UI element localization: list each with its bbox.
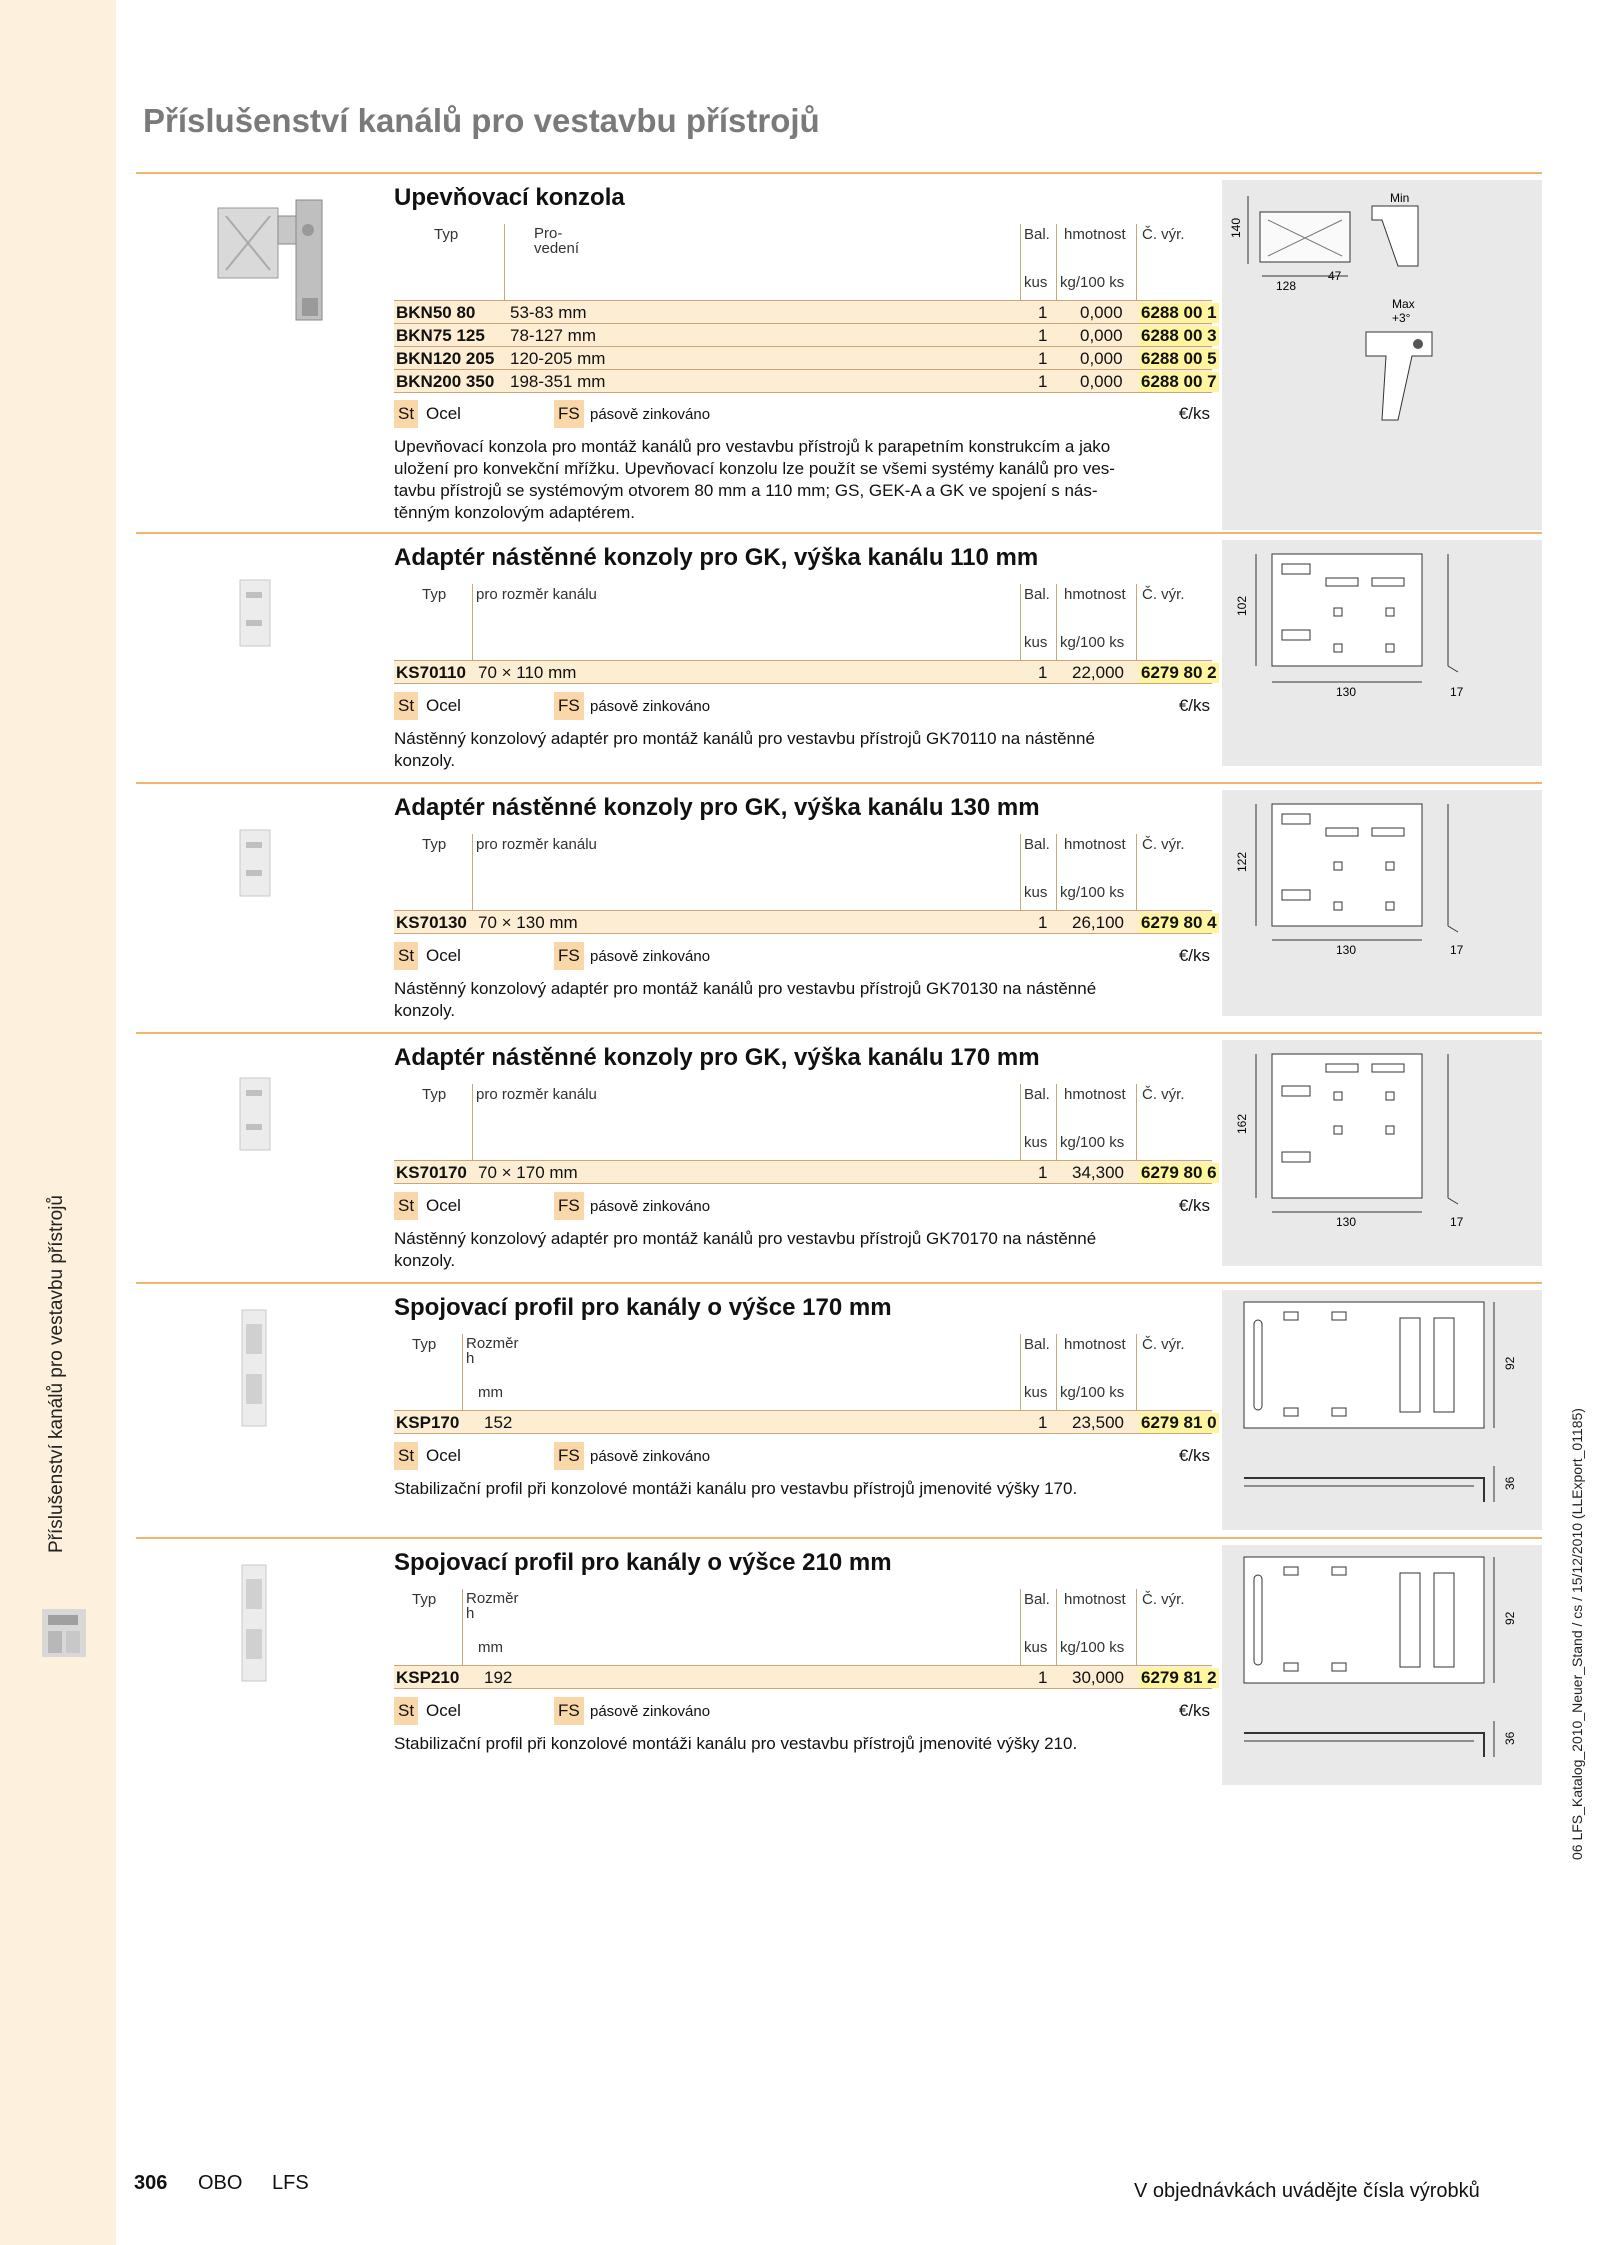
price-unit: €/ks xyxy=(1178,1446,1210,1465)
dim-label: 128 xyxy=(1276,279,1297,293)
cell-bal: 1 xyxy=(1038,913,1048,932)
dimension-drawing xyxy=(1222,180,1542,530)
dim-label: 130 xyxy=(1336,943,1357,957)
cell-typ: BKN75 125 xyxy=(396,326,485,345)
finish-name: pásově zinkováno xyxy=(590,698,711,715)
col-rozmer: Rozměr h xyxy=(466,1335,519,1367)
divider xyxy=(462,1334,463,1410)
dimension-drawing xyxy=(1222,790,1542,1016)
divider xyxy=(1136,1334,1137,1410)
col-typ: Typ xyxy=(422,836,447,853)
price-unit: €/ks xyxy=(1178,946,1210,965)
divider xyxy=(1136,1589,1137,1665)
material-badge-st: St xyxy=(394,1697,418,1725)
dimension-drawing xyxy=(1222,1040,1542,1266)
cell-bal: 1 xyxy=(1038,1413,1048,1432)
col-bal: Bal. xyxy=(1024,1086,1050,1103)
divider xyxy=(1020,834,1021,910)
cell-typ: KS70130 xyxy=(396,913,467,932)
cell-spec: 152 xyxy=(484,1413,513,1432)
material-name: Ocel xyxy=(426,1701,461,1720)
section-ksp170 xyxy=(136,1282,1542,1534)
col-mm: mm xyxy=(478,1384,503,1401)
cell-bal: 1 xyxy=(1038,372,1048,391)
cell-code: 6279 80 4 xyxy=(1141,913,1217,932)
material-badge-st: St xyxy=(394,1442,418,1470)
cell-code: 6288 00 5 xyxy=(1141,349,1217,368)
cell-bal: 1 xyxy=(1038,663,1048,682)
col-cvyr: Č. výr. xyxy=(1142,1591,1185,1608)
col-bal: Bal. xyxy=(1024,586,1050,603)
col-kg: kg/100 ks xyxy=(1060,1134,1125,1151)
order-note: V objednávkách uvádějte čísla výrobků xyxy=(1134,2180,1480,2202)
divider xyxy=(472,1084,473,1160)
finish-name: pásově zinkováno xyxy=(590,406,711,423)
dimension-drawing xyxy=(1222,1290,1542,1530)
description-line: Nástěnný konzolový adaptér pro montáž kanálů pro vestavbu přístrojů GK70170 na nástěnné xyxy=(394,1229,1097,1248)
divider xyxy=(1056,584,1057,660)
dim-label: Max xyxy=(1392,297,1415,311)
material-row xyxy=(394,1442,1212,1472)
description-line: těnným konzolovým adaptérem. xyxy=(394,503,635,522)
divider xyxy=(472,834,473,910)
description-line: konzoly. xyxy=(394,1251,456,1270)
col-kus: kus xyxy=(1024,1134,1048,1151)
side-chapter-label: Příslušenství kanálů pro vestavbu přístrojů xyxy=(46,1194,67,1553)
col-hmotnost: hmotnost xyxy=(1064,586,1126,603)
section-bkn xyxy=(136,172,1542,534)
table-row xyxy=(394,660,1217,684)
cell-spec: 192 xyxy=(484,1668,513,1687)
dim-label: 122 xyxy=(1235,851,1249,872)
section-description xyxy=(394,978,1212,1022)
dim-label: 102 xyxy=(1235,595,1249,616)
col-kus: kus xyxy=(1024,274,1048,291)
page-title: Příslušenství kanálů pro vestavbu přístrojů xyxy=(143,102,820,139)
cell-bal: 1 xyxy=(1038,303,1048,322)
description-line: tavbu přístrojů se systémovým otvorem 80 mm a 110 mm; GS, GEK-A a GK ve spojení s nás- xyxy=(394,481,1098,500)
product-photo xyxy=(136,1559,376,1689)
finish-name: pásově zinkováno xyxy=(590,1703,711,1720)
cell-spec: 120-205 mm xyxy=(510,349,606,368)
cell-weight: 0,000 xyxy=(1080,349,1123,368)
brand-obo: OBO xyxy=(198,2172,243,2194)
description-line: uložení pro konvekční mřížku. Upevňovací konzolu lze použít se všemi systémy kanálů pro ves- xyxy=(394,459,1115,478)
description-line: konzoly. xyxy=(394,751,456,770)
divider xyxy=(462,1589,463,1665)
col-kg: kg/100 ks xyxy=(1060,634,1125,651)
col-hmotnost: hmotnost xyxy=(1064,1591,1126,1608)
col-kus: kus xyxy=(1024,884,1048,901)
dim-label: 17 xyxy=(1450,685,1464,699)
product-photo xyxy=(136,824,376,904)
material-name: Ocel xyxy=(426,404,461,423)
dimension-drawing xyxy=(1222,1545,1542,1785)
dim-label: 130 xyxy=(1336,1215,1357,1229)
adapter-photo-icon xyxy=(226,1074,286,1154)
finish-badge-fs: FS xyxy=(554,400,584,428)
cell-code: 6279 81 0 xyxy=(1141,1413,1217,1432)
finish-badge-fs: FS xyxy=(554,1192,584,1220)
brand-lfs: LFS xyxy=(272,2172,309,2194)
cell-weight: 0,000 xyxy=(1080,372,1123,391)
col-kus: kus xyxy=(1024,1384,1048,1401)
cell-code: 6288 00 3 xyxy=(1141,326,1217,345)
table-row xyxy=(394,1410,1217,1434)
cell-typ: KS70110 xyxy=(396,663,466,682)
section-description xyxy=(394,728,1212,772)
section-description xyxy=(394,1228,1212,1272)
table-row xyxy=(394,1160,1217,1184)
section-title: Spojovací profil pro kanály o výšce 210 mm xyxy=(394,1549,892,1576)
section-ks70110 xyxy=(136,532,1542,774)
cell-code: 6279 80 2 xyxy=(1141,663,1217,682)
cell-spec: 70 × 110 mm xyxy=(478,663,577,682)
finish-badge-fs: FS xyxy=(554,1697,584,1725)
col-pro-rozmer: pro rozměr kanálu xyxy=(476,836,597,853)
dim-label: 36 xyxy=(1503,1731,1517,1745)
material-name: Ocel xyxy=(426,696,461,715)
finish-name: pásově zinkováno xyxy=(590,948,711,965)
description-line: Nástěnný konzolový adaptér pro montáž kanálů pro vestavbu přístrojů GK70110 na nástěnné xyxy=(394,729,1095,748)
table-row xyxy=(394,323,1217,346)
col-hmotnost: hmotnost xyxy=(1064,1336,1126,1353)
description-line: Nástěnný konzolový adaptér pro montáž kanálů pro vestavbu přístrojů GK70130 na nástěnné xyxy=(394,979,1097,998)
cell-weight: 0,000 xyxy=(1080,326,1123,345)
divider xyxy=(1020,584,1021,660)
divider xyxy=(1056,224,1057,300)
col-typ: Typ xyxy=(434,226,459,243)
table-row xyxy=(394,346,1217,369)
cell-weight: 30,000 xyxy=(1072,1668,1124,1687)
finish-badge-fs: FS xyxy=(554,692,584,720)
cell-spec: 53-83 mm xyxy=(510,303,587,322)
col-bal: Bal. xyxy=(1024,1336,1050,1353)
dimension-drawing xyxy=(1222,540,1542,766)
product-photo xyxy=(136,1074,376,1154)
cell-weight: 0,000 xyxy=(1080,303,1123,322)
dim-label: +3° xyxy=(1392,311,1411,325)
col-hmotnost: hmotnost xyxy=(1064,1086,1126,1103)
cell-weight: 22,000 xyxy=(1072,663,1124,682)
col-mm: mm xyxy=(478,1639,503,1656)
divider xyxy=(1136,584,1137,660)
table-row xyxy=(394,910,1217,934)
divider xyxy=(1020,1589,1021,1665)
dim-label: 47 xyxy=(1328,269,1342,283)
material-row xyxy=(394,692,1212,722)
table-row xyxy=(394,300,1217,323)
description-line: Stabilizační profil při konzolové montáži kanálu pro vestavbu přístrojů jmenovité výšky 210. xyxy=(394,1734,1078,1753)
divider xyxy=(1056,1589,1057,1665)
finish-badge-fs: FS xyxy=(554,1442,584,1470)
col-bal: Bal. xyxy=(1024,1591,1050,1608)
cell-code: 6288 00 7 xyxy=(1141,372,1217,391)
section-ks70130 xyxy=(136,782,1542,1024)
col-bal: Bal. xyxy=(1024,836,1050,853)
col-typ: Typ xyxy=(422,1086,447,1103)
cell-code: 6279 80 6 xyxy=(1141,1163,1217,1182)
dim-label: 92 xyxy=(1503,1611,1517,1625)
product-photo xyxy=(136,1304,376,1434)
material-name: Ocel xyxy=(426,1196,461,1215)
divider xyxy=(1136,224,1137,300)
col-kus: kus xyxy=(1024,1639,1048,1656)
profile-photo-icon xyxy=(216,1559,296,1689)
material-row xyxy=(394,1192,1212,1222)
cell-weight: 34,300 xyxy=(1072,1163,1124,1182)
col-cvyr: Č. výr. xyxy=(1142,836,1185,853)
price-unit: €/ks xyxy=(1178,404,1210,423)
product-photo xyxy=(136,190,376,340)
col-provedeni: Pro- vedení xyxy=(534,225,580,257)
material-badge-st: St xyxy=(394,692,418,720)
section-title: Upevňovací konzola xyxy=(394,184,625,211)
col-typ: Typ xyxy=(422,586,447,603)
cell-spec: 198-351 mm xyxy=(510,372,606,391)
material-badge-st: St xyxy=(394,942,418,970)
dim-label: 130 xyxy=(1336,685,1357,699)
description-line: Upevňovací konzola pro montáž kanálů pro vestavbu přístrojů k parapetním konstrukcím a jako xyxy=(394,437,1111,456)
divider xyxy=(1020,1334,1021,1410)
description-line: konzoly. xyxy=(394,1001,456,1020)
material-row xyxy=(394,400,1212,430)
section-ksp210 xyxy=(136,1537,1542,1789)
section-title: Adaptér nástěnné konzoly pro GK, výška kanálu 110 mm xyxy=(394,544,1039,571)
dim-label: 162 xyxy=(1235,1113,1249,1134)
section-description xyxy=(394,1478,1212,1500)
dim-label: 140 xyxy=(1229,217,1243,238)
chapter-thumbnail-icon xyxy=(40,1605,88,1661)
material-badge-st: St xyxy=(394,1192,418,1220)
material-badge-st: St xyxy=(394,400,418,428)
section-description xyxy=(394,1733,1212,1755)
divider xyxy=(472,584,473,660)
col-hmotnost: hmotnost xyxy=(1064,836,1126,853)
price-unit: €/ks xyxy=(1178,1701,1210,1720)
cell-spec: 78-127 mm xyxy=(510,326,596,345)
divider xyxy=(1136,834,1137,910)
dim-label: 17 xyxy=(1450,1215,1464,1229)
col-cvyr: Č. výr. xyxy=(1142,586,1185,603)
cell-spec: 70 × 170 mm xyxy=(478,1163,578,1182)
cell-typ: KS70170 xyxy=(396,1163,467,1182)
bracket-photo-icon xyxy=(166,190,346,340)
price-unit: €/ks xyxy=(1178,1196,1210,1215)
cell-typ: BKN50 80 xyxy=(396,303,476,322)
price-unit: €/ks xyxy=(1178,696,1210,715)
col-pro-rozmer: pro rozměr kanálu xyxy=(476,586,597,603)
cell-spec: 70 × 130 mm xyxy=(478,913,578,932)
col-kus: kus xyxy=(1024,634,1048,651)
divider xyxy=(1020,224,1021,300)
table-row xyxy=(394,369,1217,393)
divider xyxy=(1136,1084,1137,1160)
adapter-photo-icon xyxy=(226,574,286,654)
col-rozmer: Rozměr h xyxy=(466,1590,519,1622)
section-ks70170 xyxy=(136,1032,1542,1274)
finish-badge-fs: FS xyxy=(554,942,584,970)
col-typ: Typ xyxy=(412,1336,437,1353)
cell-typ: BKN200 350 xyxy=(396,372,495,391)
section-title: Adaptér nástěnné konzoly pro GK, výška kanálu 130 mm xyxy=(394,794,1040,821)
divider xyxy=(1056,834,1057,910)
divider xyxy=(1020,1084,1021,1160)
cell-bal: 1 xyxy=(1038,326,1048,345)
side-strip xyxy=(0,0,116,2245)
finish-name: pásově zinkováno xyxy=(590,1448,711,1465)
divider xyxy=(1056,1084,1057,1160)
col-bal: Bal. xyxy=(1024,226,1050,243)
table-row xyxy=(394,1665,1217,1689)
col-typ: Typ xyxy=(412,1591,437,1608)
section-title: Spojovací profil pro kanály o výšce 170 mm xyxy=(394,1294,892,1321)
col-kg: kg/100 ks xyxy=(1060,1639,1125,1656)
material-name: Ocel xyxy=(426,946,461,965)
catalog-export-label: 06 LFS_Katalog_2010_Neuer_Stand / cs / 15/12/2010 (LLExport_01185) xyxy=(1569,1408,1585,1860)
col-cvyr: Č. výr. xyxy=(1142,1336,1185,1353)
cell-bal: 1 xyxy=(1038,1668,1048,1687)
section-title: Adaptér nástěnné konzoly pro GK, výška kanálu 170 mm xyxy=(394,1044,1040,1071)
cell-bal: 1 xyxy=(1038,1163,1048,1182)
col-kg: kg/100 ks xyxy=(1060,884,1125,901)
cell-weight: 26,100 xyxy=(1072,913,1124,932)
cell-typ: KSP170 xyxy=(396,1413,460,1432)
finish-name: pásově zinkováno xyxy=(590,1198,711,1215)
col-kg: kg/100 ks xyxy=(1060,1384,1125,1401)
col-pro-rozmer: pro rozměr kanálu xyxy=(476,1086,597,1103)
col-cvyr: Č. výr. xyxy=(1142,226,1185,243)
product-photo xyxy=(136,574,376,654)
description-line: Stabilizační profil při konzolové montáži kanálu pro vestavbu přístrojů jmenovité výšky 170. xyxy=(394,1479,1078,1498)
dim-label: 92 xyxy=(1503,1356,1517,1370)
material-row xyxy=(394,942,1212,972)
section-description xyxy=(394,436,1212,524)
cell-typ: KSP210 xyxy=(396,1668,460,1687)
material-name: Ocel xyxy=(426,1446,461,1465)
cell-weight: 23,500 xyxy=(1072,1413,1124,1432)
col-kg: kg/100 ks xyxy=(1060,274,1125,291)
dim-label: 17 xyxy=(1450,943,1464,957)
divider xyxy=(504,224,505,300)
col-hmotnost: hmotnost xyxy=(1064,226,1126,243)
cell-code: 6288 00 1 xyxy=(1141,303,1217,322)
cell-code: 6279 81 2 xyxy=(1141,1668,1217,1687)
col-cvyr: Č. výr. xyxy=(1142,1086,1185,1103)
dim-label: 36 xyxy=(1503,1476,1517,1490)
material-row xyxy=(394,1697,1212,1727)
divider xyxy=(1056,1334,1057,1410)
profile-photo-icon xyxy=(216,1304,296,1434)
cell-typ: BKN120 205 xyxy=(396,349,495,368)
adapter-photo-icon xyxy=(226,824,286,904)
cell-bal: 1 xyxy=(1038,349,1048,368)
dim-label: Min xyxy=(1390,191,1410,205)
page-number: 306 xyxy=(134,2172,168,2194)
